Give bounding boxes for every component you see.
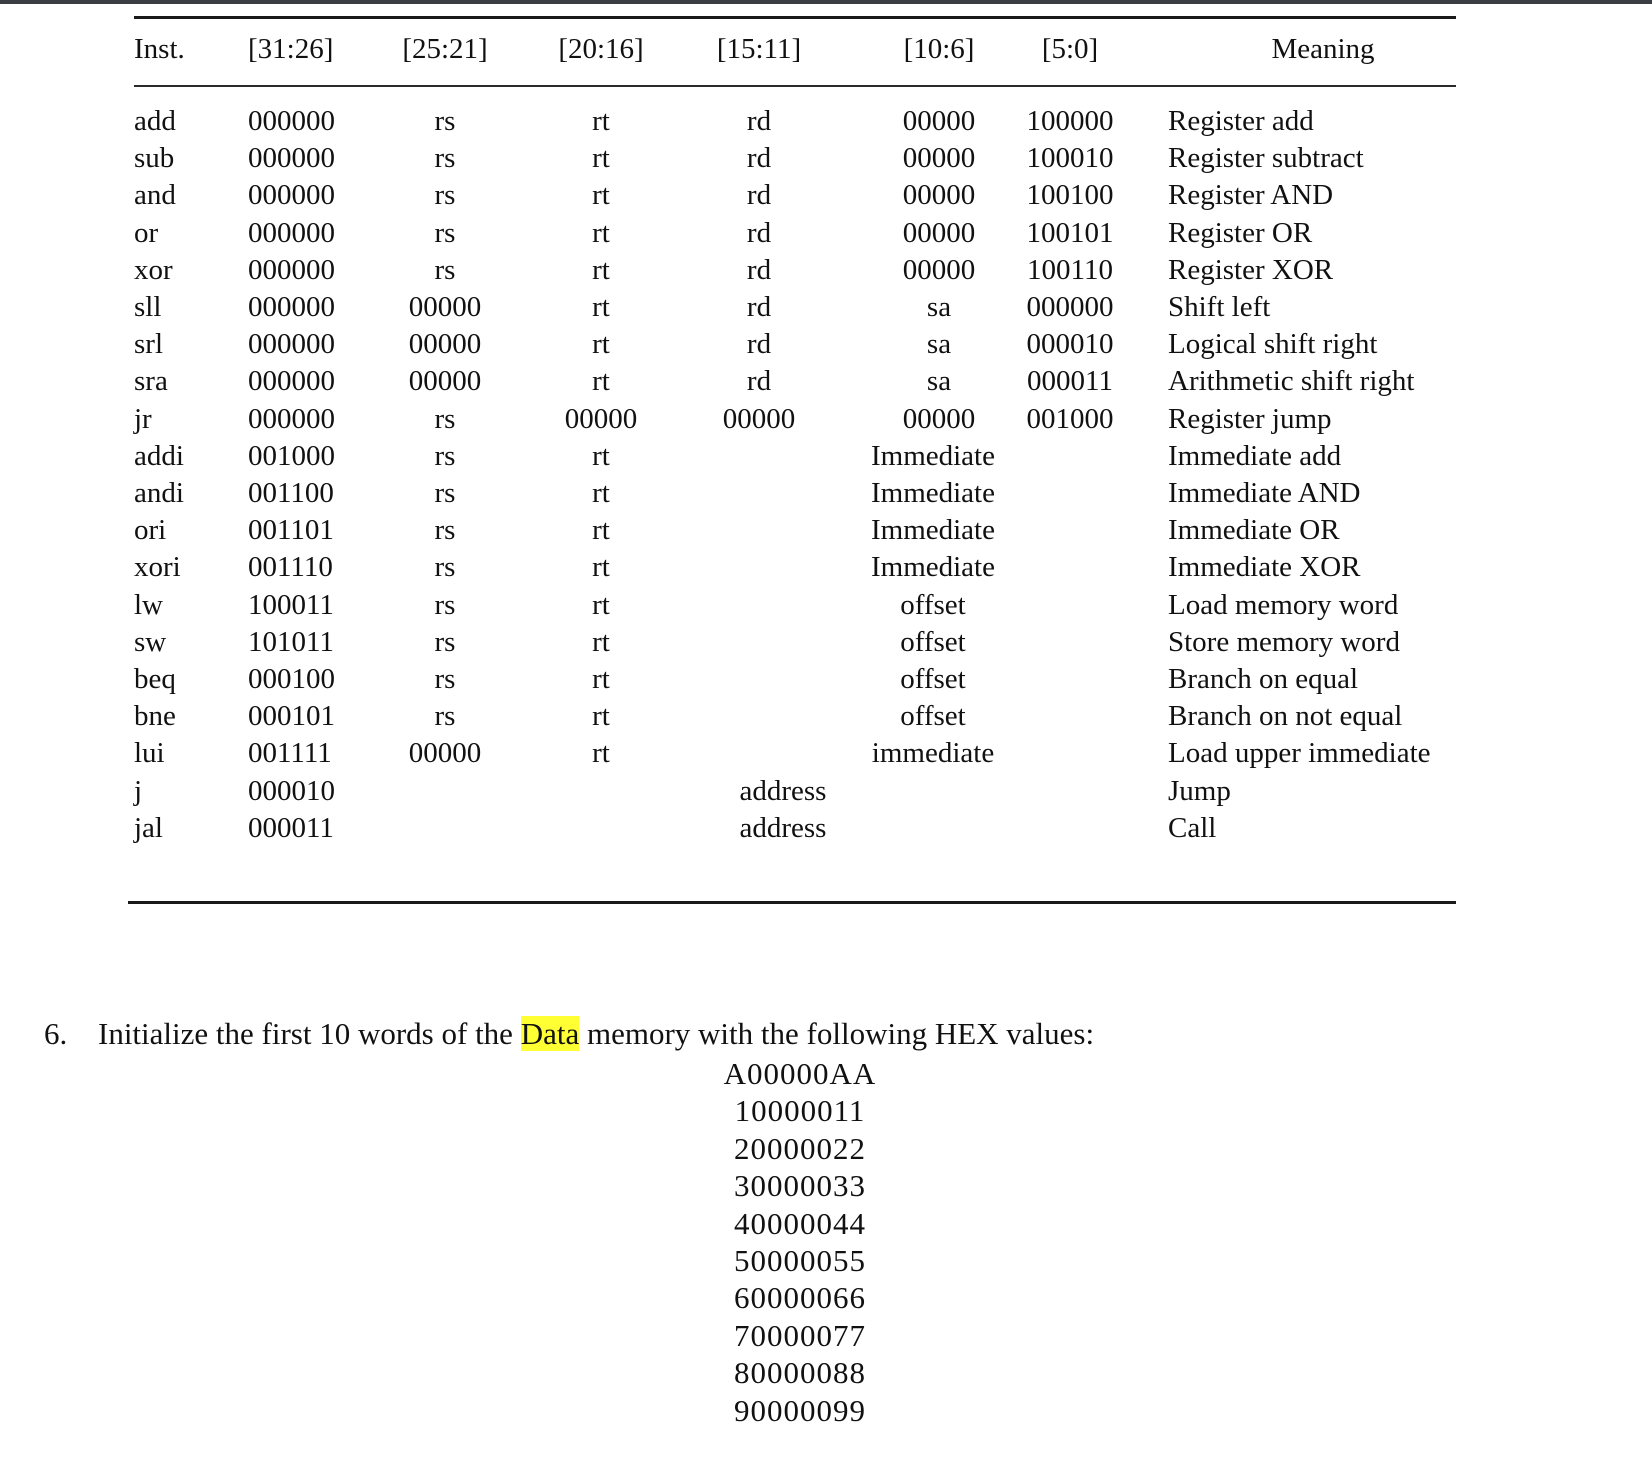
cell-rt: rt (592, 291, 610, 323)
cell-inst: beq (134, 663, 176, 695)
cell-rd: rd (746, 291, 772, 323)
header-rs: [25:21] (402, 33, 488, 65)
cell-rd: rd (746, 328, 772, 361)
cell-rd: rd (746, 179, 772, 212)
cell-funct: 000011 (1027, 365, 1113, 398)
cell-opcode: 000000 (248, 216, 335, 249)
cell-meaning: Register OR (1168, 216, 1313, 249)
cell-rt: rt (592, 328, 610, 361)
cell-immediate: offset (900, 663, 966, 695)
cell-shamt: sa (926, 328, 952, 361)
cell-opcode: 000000 (248, 179, 335, 212)
cell-inst: ori (134, 514, 167, 547)
table-row (128, 251, 1458, 290)
table-row (128, 697, 1458, 736)
cell-funct: 100101 (1026, 216, 1114, 249)
cell-opcode: 001100 (248, 477, 334, 509)
table-row (128, 139, 1458, 178)
header-funct: [5:0] (1041, 33, 1099, 65)
cell-rt: rt (592, 477, 610, 509)
table-bottom-rule (128, 901, 1456, 904)
cell-opcode: 000000 (248, 328, 335, 361)
cell-inst: addi (134, 439, 184, 472)
cell-rt: rt (592, 439, 610, 472)
cell-inst: add (134, 105, 176, 137)
cell-inst: sra (134, 365, 168, 398)
cell-rs: rs (434, 663, 456, 695)
cell-opcode: 001000 (248, 439, 335, 472)
table-row (128, 660, 1458, 699)
table-row (128, 362, 1458, 401)
cell-opcode: 000010 (248, 774, 335, 807)
cell-rd: rd (746, 216, 772, 249)
table-top-rule (134, 16, 1456, 19)
cell-funct: 100010 (1026, 142, 1114, 175)
cell-shamt: 00000 (902, 253, 976, 286)
cell-opcode: 000011 (248, 811, 334, 844)
cell-meaning: Immediate AND (1168, 477, 1361, 509)
cell-rd: rd (746, 365, 772, 398)
cell-meaning: Arithmetic shift right (1168, 365, 1415, 398)
cell-shamt: 00000 (902, 142, 976, 175)
cell-opcode: 000101 (248, 700, 335, 733)
cell-meaning: Logical shift right (1168, 328, 1378, 361)
header-shamt: [10:6] (903, 33, 975, 65)
table-row (128, 623, 1458, 662)
hex-value: 80000088 (734, 1355, 866, 1391)
cell-rs: rs (434, 477, 456, 509)
cell-immediate: Immediate (870, 439, 995, 472)
cell-meaning: Load upper immediate (1168, 737, 1431, 770)
cell-meaning: Register jump (1168, 402, 1332, 435)
table-header-row (128, 30, 1458, 69)
cell-meaning: Store memory word (1168, 625, 1400, 658)
cell-shamt: 00000 (902, 179, 976, 212)
cell-rt: rt (592, 625, 610, 658)
cell-inst: and (134, 179, 176, 212)
cell-rt: 00000 (564, 402, 638, 435)
cell-meaning: Load memory word (1168, 588, 1399, 621)
question-number: 6. (44, 1016, 68, 1051)
cell-meaning: Immediate XOR (1168, 551, 1361, 584)
cell-meaning: Register subtract (1168, 142, 1364, 175)
header-inst: Inst. (134, 33, 185, 65)
table-row (128, 437, 1458, 476)
cell-rt: rt (592, 365, 610, 398)
cell-shamt: 00000 (902, 105, 976, 137)
cell-opcode: 001110 (248, 551, 333, 584)
cell-rs: rs (434, 625, 456, 658)
hex-value: 90000099 (734, 1392, 866, 1428)
highlighted-word: Data (520, 1016, 580, 1051)
cell-rt: rt (592, 737, 610, 770)
cell-rs: rs (434, 588, 456, 621)
cell-rt: rt (592, 551, 610, 584)
question-text-after: memory with the following HEX values: (579, 1016, 1095, 1051)
hex-value: 40000044 (734, 1205, 866, 1241)
cell-funct: 001000 (1026, 402, 1114, 435)
cell-opcode: 000100 (248, 663, 335, 695)
cell-opcode: 000000 (248, 253, 335, 286)
cell-meaning: Register XOR (1168, 253, 1334, 286)
cell-shamt: 00000 (902, 402, 976, 435)
hex-value: 10000011 (734, 1093, 866, 1129)
cell-opcode: 000000 (248, 142, 335, 175)
cell-opcode: 000000 (248, 105, 335, 137)
hex-value: 20000022 (734, 1130, 866, 1166)
hex-value: 60000066 (734, 1280, 866, 1316)
cell-inst: jr (134, 402, 152, 435)
header-meaning: Meaning (1271, 33, 1375, 65)
cell-meaning: Branch on not equal (1168, 700, 1403, 733)
table-row (128, 586, 1458, 625)
cell-rt: rt (592, 588, 610, 621)
hex-value: 70000077 (734, 1317, 866, 1353)
cell-inst: sll (134, 291, 162, 323)
cell-inst: jal (134, 811, 163, 844)
hex-value: 30000033 (734, 1168, 866, 1204)
cell-funct: 100110 (1027, 253, 1113, 286)
cell-rt: rt (592, 216, 610, 249)
cell-inst: bne (134, 700, 176, 733)
cell-funct: 100100 (1026, 179, 1114, 212)
cell-rs: rs (434, 253, 456, 286)
cell-meaning: Jump (1168, 774, 1231, 807)
cell-rs: rs (434, 216, 456, 249)
cell-meaning: Shift left (1168, 291, 1271, 323)
cell-funct: 100000 (1026, 105, 1114, 137)
cell-rs: 00000 (408, 737, 482, 770)
cell-inst: or (134, 216, 159, 249)
cell-inst: j (134, 774, 143, 807)
cell-shamt: sa (926, 291, 952, 323)
cell-address: address (739, 811, 827, 844)
table-row (128, 511, 1458, 550)
cell-immediate: offset (900, 588, 966, 621)
cell-rd: 00000 (722, 402, 796, 435)
table-row (128, 102, 1458, 141)
cell-rs: rs (434, 439, 456, 472)
table-row (128, 214, 1458, 253)
cell-rt: rt (592, 253, 610, 286)
cell-rs: rs (434, 142, 456, 175)
cell-inst: xori (134, 551, 181, 584)
table-row (128, 400, 1458, 439)
cell-opcode: 001111 (248, 737, 332, 770)
cell-opcode: 000000 (248, 365, 335, 398)
header-rd: [15:11] (716, 33, 802, 65)
table-row (128, 734, 1458, 773)
hex-value: 50000055 (734, 1243, 866, 1278)
cell-rt: rt (592, 663, 610, 695)
cell-meaning: Register add (1168, 105, 1314, 137)
table-row (128, 176, 1458, 215)
cell-rs: 00000 (408, 328, 482, 361)
cell-shamt: sa (926, 365, 952, 398)
cell-rs: rs (434, 700, 456, 733)
table-row (128, 772, 1458, 811)
cell-rs: rs (434, 402, 456, 435)
cell-opcode: 100011 (248, 588, 334, 621)
table-row (128, 325, 1458, 364)
cell-meaning: Branch on equal (1168, 663, 1359, 695)
hex-value: A00000AA (723, 1056, 877, 1091)
header-rt: [20:16] (558, 33, 644, 65)
cell-immediate: Immediate (870, 551, 995, 584)
question-text-before: Initialize the first 10 words of the (98, 1016, 521, 1051)
cell-inst: lui (134, 737, 165, 770)
cell-rd: rd (746, 142, 772, 175)
cell-rs: 00000 (408, 365, 482, 398)
cell-funct: 000010 (1026, 328, 1114, 361)
top-edge-strip (0, 0, 1652, 4)
table-header-rule (134, 85, 1456, 87)
cell-immediate: Immediate (870, 477, 995, 509)
cell-rs: rs (434, 551, 456, 584)
cell-meaning: Immediate add (1168, 439, 1342, 472)
table-row (128, 474, 1458, 513)
cell-meaning: Call (1168, 811, 1217, 844)
cell-funct: 000000 (1026, 291, 1114, 323)
cell-inst: xor (134, 253, 173, 286)
cell-immediate: offset (900, 625, 966, 658)
cell-immediate: offset (900, 700, 966, 733)
cell-rd: rd (746, 253, 772, 286)
cell-inst: andi (134, 477, 184, 509)
cell-opcode: 001101 (248, 514, 334, 547)
cell-inst: sw (134, 625, 167, 658)
cell-opcode: 000000 (248, 291, 335, 323)
cell-rt: rt (592, 514, 610, 547)
cell-rt: rt (592, 179, 610, 212)
cell-rs: rs (434, 105, 456, 137)
cell-rs: rs (434, 179, 456, 212)
cell-rs: 00000 (408, 291, 482, 323)
table-row (128, 548, 1458, 587)
cell-inst: lw (134, 588, 163, 621)
cell-shamt: 00000 (902, 216, 976, 249)
cell-rt: rt (592, 700, 610, 733)
cell-immediate: immediate (871, 737, 995, 770)
cell-inst: sub (134, 142, 175, 175)
cell-rt: rt (592, 142, 610, 175)
cell-rt: rt (592, 105, 610, 137)
cell-meaning: Register AND (1168, 179, 1334, 212)
cell-inst: srl (134, 328, 163, 361)
cell-rs: rs (434, 514, 456, 547)
cell-meaning: Immediate OR (1168, 514, 1340, 547)
cell-rd: rd (746, 105, 772, 137)
cell-opcode: 000000 (248, 402, 335, 435)
cell-opcode: 101011 (248, 625, 334, 658)
table-row (128, 288, 1458, 327)
question-line (44, 1014, 1094, 1054)
table-row (128, 809, 1458, 848)
cell-immediate: Immediate (870, 514, 995, 547)
header-opcode: [31:26] (248, 33, 334, 65)
cell-address: address (739, 774, 827, 807)
